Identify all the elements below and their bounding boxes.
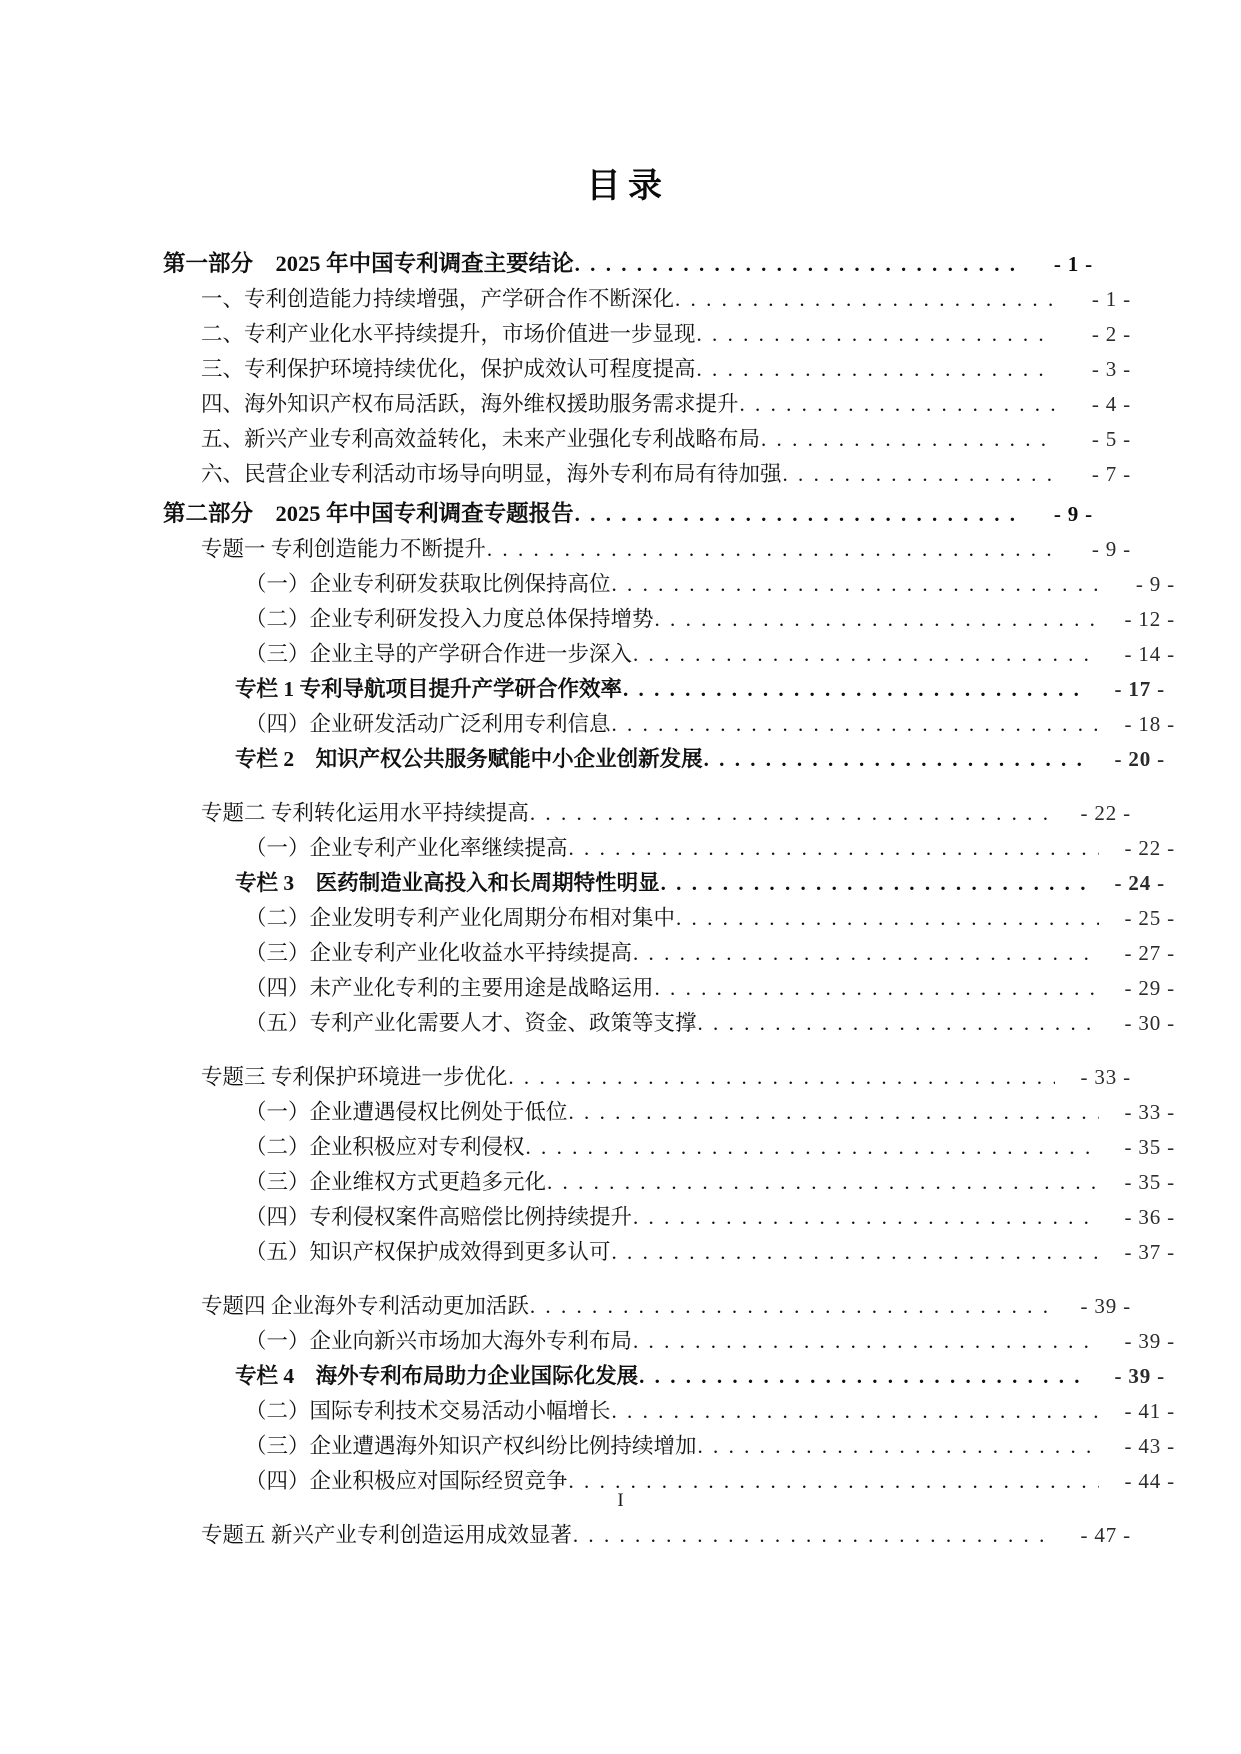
toc-entry-label: （一）企业专利产业化率继续提高: [245, 835, 568, 860]
toc-entry[interactable]: [201, 275, 1131, 310]
toc-entry-label: 专题二 专利转化运用水平持续提高: [201, 800, 529, 825]
toc-entry[interactable]: [245, 560, 1175, 595]
toc-entry[interactable]: [245, 999, 1175, 1034]
toc-dot-leader: [633, 943, 1099, 965]
page-folio: I: [617, 1490, 624, 1511]
toc-entry-label: 第一部分 2025 年中国专利调查主要结论: [163, 250, 574, 276]
toc-dot-leader: [698, 1013, 1099, 1035]
toc-entry[interactable]: [201, 525, 1131, 560]
toc-entry-page-number: - 36 -: [1124, 1205, 1175, 1229]
toc-entry-label: （三）企业维权方式更趋多元化: [245, 1169, 547, 1194]
toc-entry-label: （一）企业专利研发获取比例保持高位: [245, 571, 611, 596]
toc-entry-page-number: - 37 -: [1124, 1240, 1175, 1264]
toc-entry-page-number: - 39 -: [1114, 1364, 1165, 1388]
toc-entry-label: 专栏 1 专利导航项目提升产学研合作效率: [235, 676, 623, 701]
toc-dot-leader: [740, 394, 1055, 416]
toc-dot-leader: [612, 1242, 1099, 1264]
toc-entry-label: （二）企业积极应对专利侵权: [245, 1134, 525, 1159]
toc-dot-leader: [783, 464, 1055, 486]
toc-dot-leader: [704, 749, 1089, 771]
toc-entry-label: （四）企业积极应对国际经贸竞争: [245, 1468, 568, 1493]
toc-dot-leader: [639, 1366, 1089, 1388]
toc-dot-leader: [675, 289, 1055, 311]
toc-entry-label: （四）未产业化专利的主要用途是战略运用: [245, 975, 654, 1000]
toc-entry[interactable]: [201, 789, 1131, 824]
toc-entry[interactable]: [235, 1352, 1165, 1387]
toc-entry[interactable]: [245, 630, 1175, 665]
toc-entry-label: 专题五 新兴产业专利创造运用成效显著: [201, 1522, 572, 1547]
toc-entry-label: （一）企业向新兴市场加大海外专利布局: [245, 1328, 633, 1353]
toc-entry-label: 专栏 3 医药制造业高投入和长周期特性明显: [235, 870, 660, 895]
toc-entry[interactable]: [235, 859, 1165, 894]
toc-entry[interactable]: [201, 1511, 1131, 1546]
toc-entry[interactable]: [201, 310, 1131, 345]
toc-dot-leader: [633, 644, 1099, 666]
toc-entry[interactable]: [245, 1422, 1175, 1457]
toc-entry-page-number: - 18 -: [1124, 712, 1175, 736]
toc-entry[interactable]: [245, 1158, 1175, 1193]
toc-entry-page-number: - 44 -: [1124, 1469, 1175, 1493]
toc-entry[interactable]: [245, 894, 1175, 929]
toc-dot-leader: [612, 714, 1099, 736]
toc-entry[interactable]: [245, 1387, 1175, 1422]
toc-entry-page-number: - 12 -: [1124, 607, 1175, 631]
toc-dot-leader: [655, 978, 1099, 1000]
toc-entry-page-number: - 39 -: [1124, 1329, 1175, 1353]
toc-entry[interactable]: [245, 1088, 1175, 1123]
toc-entry-page-number: - 1 -: [1053, 252, 1093, 276]
toc-entry-label: 专题四 企业海外专利活动更加活跃: [201, 1293, 529, 1318]
toc-entry-page-number: - 20 -: [1114, 747, 1165, 771]
toc-entry[interactable]: [201, 380, 1131, 415]
toc-entry-label: （五）知识产权保护成效得到更多认可: [245, 1239, 611, 1264]
toc-entry-page-number: - 9 -: [1091, 537, 1131, 561]
toc-entry-label: 一、专利创造能力持续增强，产学研合作不断深化: [201, 286, 675, 311]
toc-entry-page-number: - 30 -: [1124, 1011, 1175, 1035]
toc-dot-leader: [676, 908, 1099, 930]
toc-dot-leader: [569, 1102, 1099, 1124]
toc-dot-leader: [612, 574, 1099, 596]
toc-dot-leader: [526, 1137, 1099, 1159]
toc-dot-leader: [697, 324, 1055, 346]
toc-entry[interactable]: [245, 595, 1175, 630]
toc-entry[interactable]: [201, 415, 1131, 450]
toc-dot-leader: [612, 1401, 1099, 1423]
toc-entry-label: 第二部分 2025 年中国专利调查专题报告: [163, 500, 574, 526]
toc-dot-leader: [530, 1296, 1055, 1318]
toc-entry[interactable]: [163, 235, 1093, 275]
toc-entry-page-number: - 39 -: [1080, 1294, 1131, 1318]
toc-entry[interactable]: [245, 1228, 1175, 1263]
toc-entry-label: （五）专利产业化需要人才、资金、政策等支撑: [245, 1010, 697, 1035]
toc-entry-page-number: - 4 -: [1091, 392, 1131, 416]
toc-entry-page-number: - 41 -: [1124, 1399, 1175, 1423]
toc-entry[interactable]: [245, 700, 1175, 735]
page-title: 目录: [586, 168, 670, 205]
toc-entry-page-number: - 29 -: [1124, 976, 1175, 1000]
toc-dot-leader: [547, 1172, 1099, 1194]
toc-entry-label: （四）专利侵权案件高赔偿比例持续提升: [245, 1204, 633, 1229]
toc-entry-label: 专栏 4 海外专利布局助力企业国际化发展: [235, 1363, 639, 1388]
toc-entry-page-number: - 35 -: [1124, 1170, 1175, 1194]
toc-entry-label: （一）企业遭遇侵权比例处于低位: [245, 1099, 568, 1124]
toc-entry[interactable]: [235, 665, 1165, 700]
toc-entry-label: （三）企业主导的产学研合作进一步深入: [245, 641, 633, 666]
toc-dot-leader: [655, 609, 1099, 631]
toc-entry[interactable]: [245, 1317, 1175, 1352]
toc-entry-page-number: - 14 -: [1124, 642, 1175, 666]
toc-entry-page-number: - 33 -: [1080, 1065, 1131, 1089]
toc-entry-page-number: - 7 -: [1091, 462, 1131, 486]
toc-entry-label: （二）国际专利技术交易活动小幅增长: [245, 1398, 611, 1423]
toc-dot-leader: [698, 1436, 1099, 1458]
toc-entry[interactable]: [245, 1457, 1175, 1492]
toc-entry[interactable]: [245, 1193, 1175, 1228]
toc-dot-leader: [761, 429, 1055, 451]
toc-entry-page-number: - 1 -: [1091, 287, 1131, 311]
toc-dot-leader: [530, 803, 1055, 825]
toc-entry-page-number: - 25 -: [1124, 906, 1175, 930]
toc-dot-leader: [697, 359, 1055, 381]
toc-entry-label: （二）企业发明专利产业化周期分布相对集中: [245, 905, 676, 930]
toc-dot-leader: [575, 253, 1017, 276]
toc-entry-page-number: - 43 -: [1124, 1434, 1175, 1458]
toc-entry[interactable]: [235, 735, 1165, 770]
toc-entry-label: 三、专利保护环境持续优化，保护成效认可程度提高: [201, 356, 696, 381]
toc-entry[interactable]: [245, 824, 1175, 859]
toc-entry-page-number: - 22 -: [1124, 836, 1175, 860]
toc-entry[interactable]: [245, 1123, 1175, 1158]
toc-dot-leader: [661, 873, 1089, 895]
toc-dot-leader: [575, 503, 1017, 526]
toc-entry-page-number: - 9 -: [1135, 572, 1175, 596]
toc-dot-leader: [487, 539, 1055, 561]
toc-dot-leader: [569, 1471, 1099, 1493]
toc-entry[interactable]: [245, 964, 1175, 999]
toc-entry-page-number: - 9 -: [1053, 502, 1093, 526]
toc-entry-page-number: - 24 -: [1114, 871, 1165, 895]
toc-entry-label: 六、民营企业专利活动市场导向明显，海外专利布局有待加强: [201, 461, 782, 486]
toc-entry-label: 五、新兴产业专利高效益转化，未来产业强化专利战略布局: [201, 426, 761, 451]
toc-dot-leader: [573, 1525, 1055, 1547]
toc-entry-label: 专题一 专利创造能力不断提升: [201, 536, 486, 561]
toc-entry-page-number: - 47 -: [1080, 1523, 1131, 1547]
toc-entry[interactable]: [201, 345, 1131, 380]
toc-entry-page-number: - 3 -: [1091, 357, 1131, 381]
toc-entry[interactable]: [163, 485, 1093, 525]
toc-entry-label: 专题三 专利保护环境进一步优化: [201, 1064, 508, 1089]
toc-entry[interactable]: [245, 929, 1175, 964]
toc-entry-label: 专栏 2 知识产权公共服务赋能中小企业创新发展: [235, 746, 703, 771]
toc-entry-label: （三）企业专利产业化收益水平持续提高: [245, 940, 633, 965]
toc-entry-page-number: - 33 -: [1124, 1100, 1175, 1124]
toc-entry[interactable]: [201, 1053, 1131, 1088]
toc-list: [163, 235, 1175, 1547]
toc-entry-page-number: - 2 -: [1091, 322, 1131, 346]
toc-entry-label: （二）企业专利研发投入力度总体保持增势: [245, 606, 654, 631]
toc-dot-leader: [633, 1331, 1099, 1353]
toc-dot-leader: [623, 679, 1089, 701]
toc-dot-leader: [633, 1207, 1099, 1229]
toc-entry-page-number: - 27 -: [1124, 941, 1175, 965]
toc-entry-label: 四、海外知识产权布局活跃，海外维权援助服务需求提升: [201, 391, 739, 416]
toc-entry-label: （四）企业研发活动广泛利用专利信息: [245, 711, 611, 736]
toc-entry[interactable]: [201, 450, 1131, 485]
toc-entry-page-number: - 5 -: [1091, 427, 1131, 451]
toc-entry-label: 二、专利产业化水平持续提升，市场价值进一步显现: [201, 321, 696, 346]
toc-entry-label: （三）企业遭遇海外知识产权纠纷比例持续增加: [245, 1433, 697, 1458]
toc-entry-page-number: - 22 -: [1080, 801, 1131, 825]
toc-dot-leader: [508, 1067, 1055, 1089]
toc-entry[interactable]: [201, 1282, 1131, 1317]
toc-dot-leader: [569, 838, 1099, 860]
toc-entry-page-number: - 17 -: [1114, 677, 1165, 701]
toc-content: [163, 0, 1175, 1547]
toc-entry-page-number: - 35 -: [1124, 1135, 1175, 1159]
